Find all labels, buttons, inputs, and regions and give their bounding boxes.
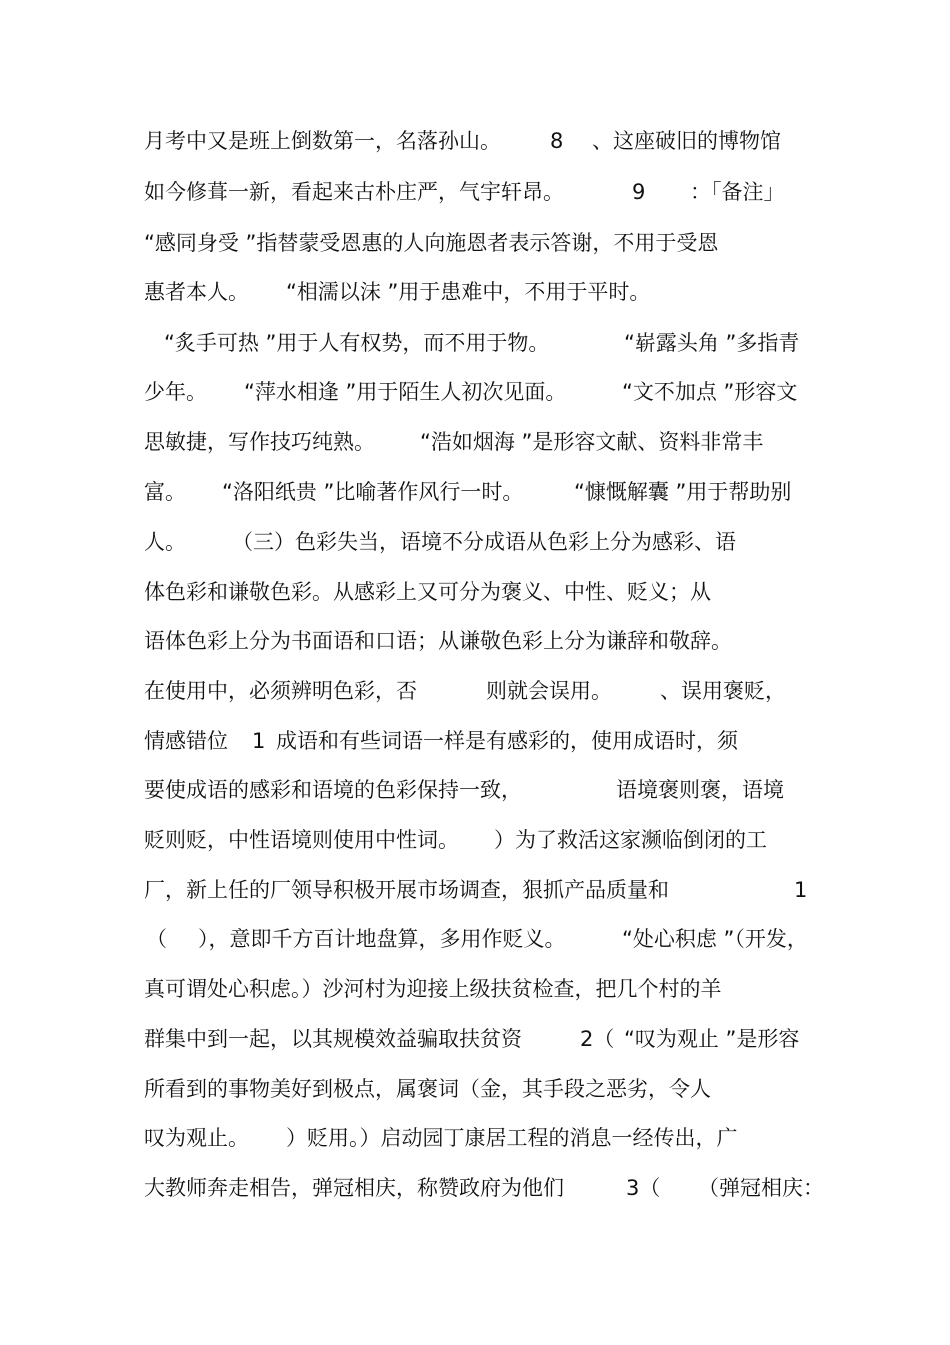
text-line [0, 823, 950, 857]
text-segment: ：「备注」 [690, 180, 785, 204]
text-segment: “洛阳纸贵 ”比喻著作风行一时。 [222, 480, 524, 504]
text-segment: 9 [632, 180, 646, 204]
text-segment: 成语和有些词语一样是有感彩的，使用成语时，须 [276, 729, 738, 753]
text-line [0, 624, 950, 658]
text-segment: 1 [794, 878, 808, 902]
text-line [0, 1121, 950, 1155]
text-segment: 思敏捷，写作技巧纯熟。 [144, 430, 375, 454]
text-segment: “慷慨解囊 ”用于帮助别 [574, 480, 792, 504]
text-line [0, 1072, 950, 1106]
text-line [0, 326, 950, 360]
text-line [0, 873, 950, 907]
text-segment: 惠者本人。 [144, 280, 249, 304]
text-line [0, 773, 950, 807]
text-segment: 1 [252, 729, 266, 753]
text-segment: 语境褒则褒，语境 [616, 778, 784, 802]
text-segment: （ [146, 927, 167, 951]
text-segment: 叹为观止。 [144, 1126, 249, 1150]
text-segment: “处心积虑 ”（开发， [622, 927, 808, 951]
text-segment: 在使用中，必须辨明色彩，否 [144, 679, 417, 703]
text-segment: “崭露头角 ”多指青 [624, 331, 800, 355]
text-segment: 语体色彩上分为书面语和口语；从谦敬色彩上分为谦辞和敬辞。 [144, 629, 732, 653]
text-line [0, 1171, 950, 1205]
text-segment: 贬则贬，中性语境则使用中性词。 [144, 828, 459, 852]
text-segment: “文不加点 ”形容文 [622, 380, 798, 404]
text-segment: ）贬用。）启动园丁康居工程的消息一经传出，广 [286, 1126, 738, 1150]
text-line [0, 275, 950, 309]
text-line [0, 124, 950, 158]
text-line [0, 972, 950, 1006]
text-line [0, 175, 950, 209]
text-segment: “炙手可热 ”用于人有权势，而不用于物。 [164, 331, 550, 355]
text-segment: 3（ [626, 1176, 661, 1200]
text-line [0, 475, 950, 509]
text-segment: “浩如烟海 ”是形容文献、资料非常丰 [420, 430, 764, 454]
text-segment: 少年。 [144, 380, 207, 404]
text-segment: 如今修葺一新，看起来古朴庄严，气宇轩昂。 [144, 180, 564, 204]
text-segment: “萍水相逢 ”用于陌生人初次见面。 [244, 380, 567, 404]
text-segment: 体色彩和谦敬色彩。从感彩上又可分为褒义、中性、贬义；从 [144, 580, 711, 604]
text-line [0, 674, 950, 708]
text-line [0, 226, 950, 260]
text-segment: “叹为观止 ”是形容 [624, 1027, 800, 1051]
text-line [0, 575, 950, 609]
text-segment: 2（ [580, 1027, 615, 1051]
text-line [0, 1022, 950, 1056]
text-line [0, 525, 950, 559]
text-segment: 群集中到一起，以其规模效益骗取扶贫资 [144, 1027, 522, 1051]
text-segment: 富。 [144, 480, 186, 504]
text-segment: 厂，新上任的厂领导积极开展市场调查，狠抓产品质量和 [144, 878, 669, 902]
text-segment: 、误用褒贬， [660, 679, 786, 703]
text-segment: 真可谓处心积虑。）沙河村为迎接上级扶贫检查，把几个村的羊 [144, 977, 722, 1001]
text-line [0, 922, 950, 956]
text-segment: ）为了救活这家濒临倒闭的工 [494, 828, 767, 852]
text-segment: 、这座破旧的博物馆 [592, 129, 781, 153]
text-segment: 所看到的事物美好到极点，属褒词（金，其手段之恶劣，令人 [144, 1077, 711, 1101]
text-segment: “相濡以沫 ”用于患难中，不用于平时。 [286, 280, 651, 304]
text-segment: “感同身受 ”指替蒙受恩惠的人向施恩者表示答谢，不用于受恩 [144, 231, 719, 255]
text-line [0, 724, 950, 758]
text-segment: ），意即千方百计地盘算，多用作贬义。 [198, 927, 566, 951]
text-segment: 大教师奔走相告，弹冠相庆，称赞政府为他们 [144, 1176, 564, 1200]
text-segment: 8 [550, 129, 564, 153]
text-line [0, 425, 950, 459]
text-segment: 人。 [144, 530, 186, 554]
text-segment: 要使成语的感彩和语境的色彩保持一致， [144, 778, 522, 802]
text-segment: （弹冠相庆： [698, 1176, 824, 1200]
text-segment: （三）色彩失当，语境不分成语从色彩上分为感彩、语 [232, 530, 736, 554]
text-line [0, 375, 950, 409]
text-segment: 则就会误用。 [486, 679, 612, 703]
text-segment: 月考中又是班上倒数第一，名落孙山。 [144, 129, 501, 153]
text-segment: 情感错位 [144, 729, 228, 753]
